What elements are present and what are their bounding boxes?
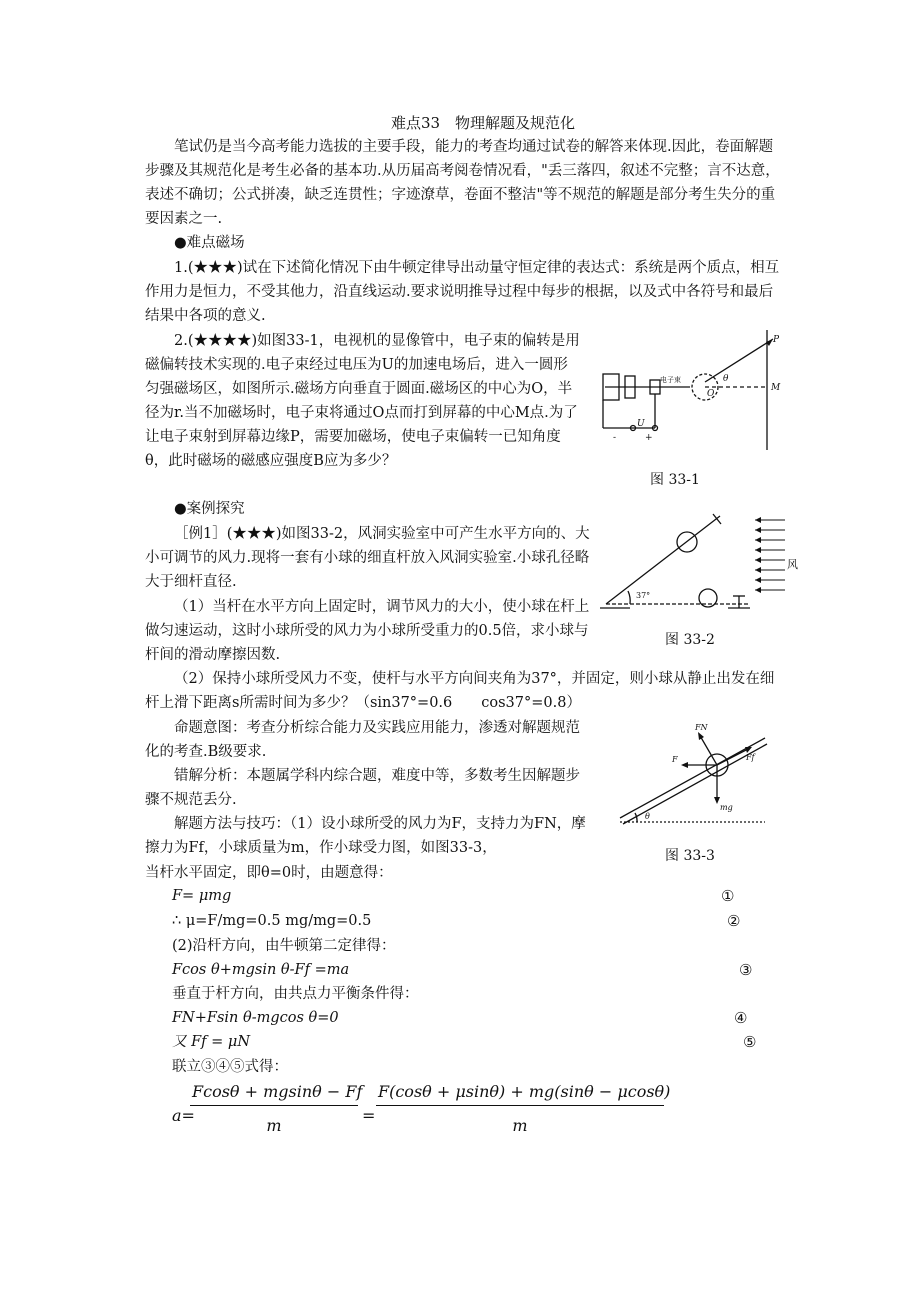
equation-4: FN+Fsin θ-mgcos θ=0 bbox=[172, 1010, 339, 1026]
fig3-mg-label: mg bbox=[720, 803, 733, 812]
fig1-theta-label: θ bbox=[723, 374, 729, 384]
fig3-fn-label: FN bbox=[695, 723, 708, 732]
fraction-1-denominator: m bbox=[190, 1105, 358, 1135]
fig1-p-label: P bbox=[773, 335, 780, 345]
fig1-plus-label: + bbox=[645, 433, 653, 443]
fraction-1 bbox=[190, 1082, 363, 1135]
equation-number-2: ② bbox=[727, 912, 741, 930]
fig1-beam-label: 电子束 bbox=[660, 376, 681, 384]
equation-2: ∴ μ=F/mg=0.5 mg/mg=0.5 bbox=[172, 913, 372, 929]
equation-5: 又 Ff = μN bbox=[172, 1034, 251, 1050]
fig1-minus-label: - bbox=[613, 433, 617, 443]
equation-number-5: ⑤ bbox=[743, 1033, 757, 1051]
fig1-o-label: O bbox=[707, 389, 715, 399]
step-4-text: 联立③④⑤式得： bbox=[172, 1059, 288, 1075]
formula-lhs: a= bbox=[172, 1106, 195, 1125]
mistake-paragraph: 错解分析：本题属学科内综合题，难度中等，多数考生因解题步骤不规范丢分. bbox=[145, 768, 580, 808]
fig2-angle-label: 37° bbox=[636, 591, 651, 600]
method-paragraph-2: 当杆水平固定，即θ=0时，由题意得： bbox=[145, 865, 393, 881]
fig1-m-label: M bbox=[771, 383, 781, 393]
page-title: 难点33 物理解题及规范化 bbox=[390, 114, 576, 132]
figure-33-1-caption: 图 33-1 bbox=[650, 472, 700, 488]
step-2-text: (2)沿杆方向，由牛顿第二定律得： bbox=[172, 938, 396, 954]
intro-paragraph: 笔试仍是当今高考能力选拔的主要手段，能力的考查均通过试卷的解答来体现.因此，卷面解题步骤及其规范化是考生必备的基本功.从历届高考阅卷情况看，"丢三落四，叙述不完整；言不达意，表述不确切；公式拼凑，缺乏连贯性；字迹潦草，卷面不整洁"等不规范的解题是部分考生失分的重要因素之一. bbox=[145, 139, 780, 227]
fraction-2 bbox=[376, 1082, 671, 1135]
figure-33-2-caption: 图 33-2 bbox=[665, 632, 715, 648]
question-2: 2.(★★★★)如图33-1，电视机的显像管中，电子束的偏转是用磁偏转技术实现的.电子束经过电压为U的加速电场后，进入一圆形匀强磁场区，如图所示.磁场方向垂直于圆面.磁场区的中心为O，半径为r.当不加磁场时，电子束将通过O点而打到屏幕的中心M点.为了让电子束射到屏幕边缘P，需要加磁场，使电子束偏转一已知角度θ，此时磁场的磁感应强度B应为多少？ bbox=[145, 333, 580, 469]
step-3-text: 垂直于杆方向，由共点力平衡条件得： bbox=[172, 986, 419, 1002]
equation-number-4: ④ bbox=[734, 1009, 748, 1027]
question-1: 1.(★★★)试在下述简化情况下由牛顿定律导出动量守恒定律的表达式：系统是两个质点，相互作用力是恒力，不受其他力，沿直线运动.要求说明推导过程中每步的根据，以及式中各符号和最后结果中各项的意义. bbox=[145, 260, 780, 324]
fig3-theta-label: θ bbox=[645, 812, 650, 821]
example-1-part-2: （2）保持小球所受风力不变，使杆与水平方向间夹角为37°，并固定，则小球从静止出发在细杆上滑下距离s所需时间为多少？（sin37°=0.6 cos37°=0.8） bbox=[145, 671, 775, 711]
equation-3: Fcos θ+mgsin θ-Ff =ma bbox=[172, 962, 350, 978]
equation-number-1: ① bbox=[721, 887, 735, 905]
section-heading-cases: ●案例探究 bbox=[174, 501, 245, 517]
equation-number-3: ③ bbox=[739, 961, 753, 979]
fraction-2-denominator: m bbox=[376, 1105, 664, 1135]
figure-33-2 bbox=[600, 508, 800, 620]
equation-1: F= μmg bbox=[172, 888, 232, 904]
fraction-2-numerator: F(cosθ + μsinθ) + mg(sinθ − μcosθ) bbox=[378, 1082, 671, 1101]
fig1-u-label: U bbox=[637, 419, 645, 429]
figure-33-3 bbox=[615, 722, 775, 832]
example-1-part-1: （1）当杆在水平方向上固定时，调节风力的大小，使小球在杆上做匀速运动，这时小球所受的风力为小球所受重力的0.5倍，求小球与杆间的滑动摩擦因数. bbox=[145, 599, 590, 663]
method-paragraph: 解题方法与技巧：（1）设小球所受的风力为F，支持力为FN，摩擦力为Ff，小球质量为m，作小球受力图，如图33-3， bbox=[145, 816, 586, 856]
figure-33-1 bbox=[595, 330, 795, 460]
fig3-f-label: F bbox=[672, 755, 678, 764]
intent-paragraph: 命题意图：考查分析综合能力及实践应用能力，渗透对解题规范化的考查.B级要求. bbox=[145, 720, 580, 760]
figure-33-3-caption: 图 33-3 bbox=[665, 848, 715, 864]
section-heading-magnetic: ●难点磁场 bbox=[174, 235, 245, 251]
fig3-ff-label: Ff bbox=[746, 753, 755, 762]
fig2-wind-label: 风 bbox=[787, 558, 798, 571]
example-1: ［例1］(★★★)如图33-2，风洞实验室中可产生水平方向的、大小可调节的风力.现将一套有小球的细直杆放入风洞实验室.小球孔径略大于细杆直径. bbox=[145, 526, 590, 590]
fraction-1-numerator: Fcosθ + mgsinθ − Ff bbox=[192, 1082, 363, 1101]
formula-equals: = bbox=[362, 1106, 376, 1125]
